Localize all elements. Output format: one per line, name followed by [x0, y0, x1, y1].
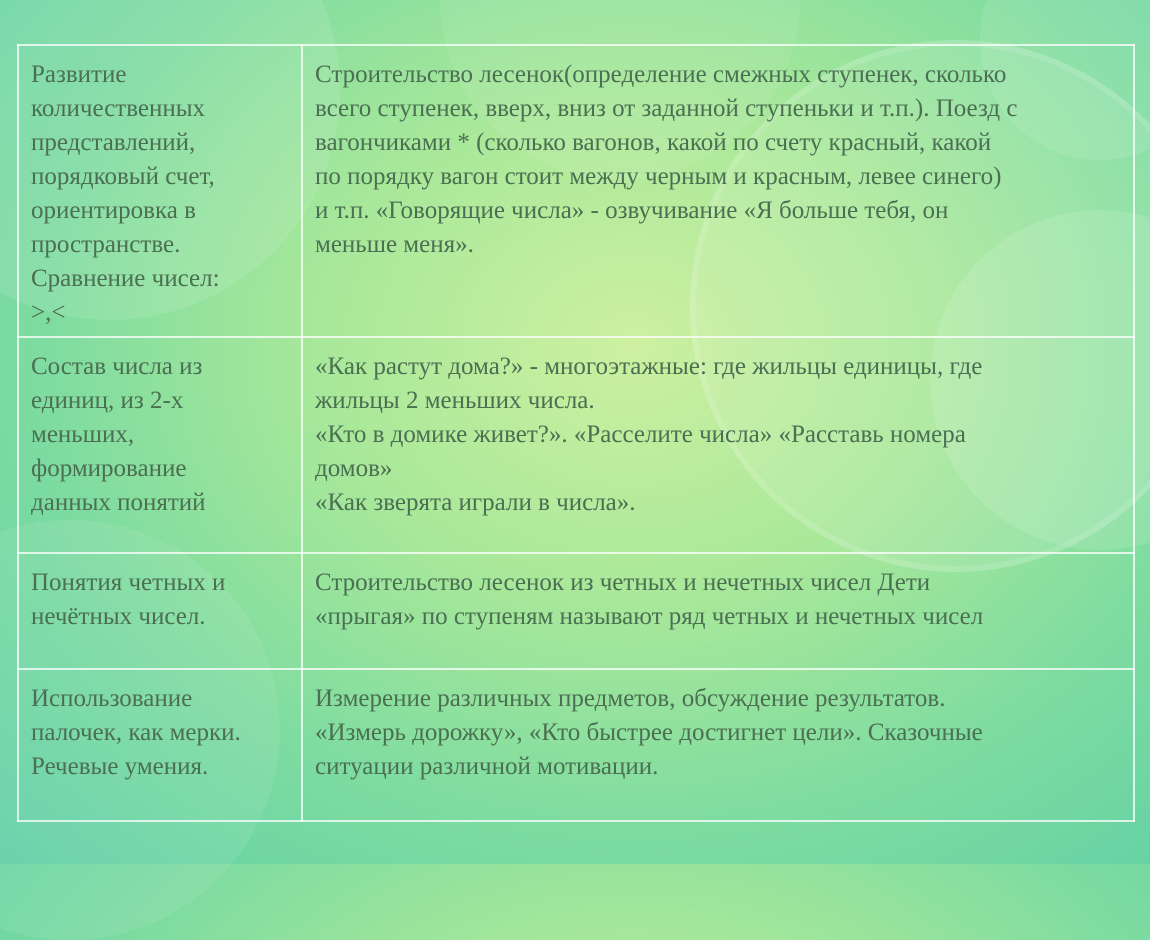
activities-cell: Строительство лесенок(определение смежных ступенек, сколько всего ступенек, вверх, вниз от заданной ступеньки и т.п.). Поезд с вагончиками * (сколько вагонов, какой по счету красный, какой по порядку вагон стоит между черным и красным, левее синего) и т.п. «Говорящие числа» - озвучивание «Я больше тебя, он меньше меня».	[302, 45, 1134, 337]
table-row	[18, 553, 1134, 669]
activities-table	[17, 44, 1135, 822]
table-row	[18, 45, 1134, 337]
activities-cell: Строительство лесенок из четных и нечетных чисел Дети «прыгая» по ступеням называют ряд четных и нечетных чисел	[302, 553, 1134, 669]
topic-cell: Состав числа из единиц, из 2-х меньших, формирование данных понятий	[18, 337, 302, 553]
table-row	[18, 669, 1134, 821]
activities-cell: «Как растут дома?» - многоэтажные: где жильцы единицы, где жильцы 2 меньших числа. «Кто в домике живет?». «Расселите числа» «Расставь номера домов» «Как зверята играли в числа».	[302, 337, 1134, 553]
table-row	[18, 337, 1134, 553]
topic-cell: Использование палочек, как мерки. Речевые умения.	[18, 669, 302, 821]
topic-cell: Понятия четных и нечётных чисел.	[18, 553, 302, 669]
topic-cell: Развитие количественных представлений, порядковый счет, ориентировка в пространстве. Сравнение чисел: >,<	[18, 45, 302, 337]
activities-cell: Измерение различных предметов, обсуждение результатов. «Измерь дорожку», «Кто быстрее достигнет цели». Сказочные ситуации различной мотивации.	[302, 669, 1134, 821]
